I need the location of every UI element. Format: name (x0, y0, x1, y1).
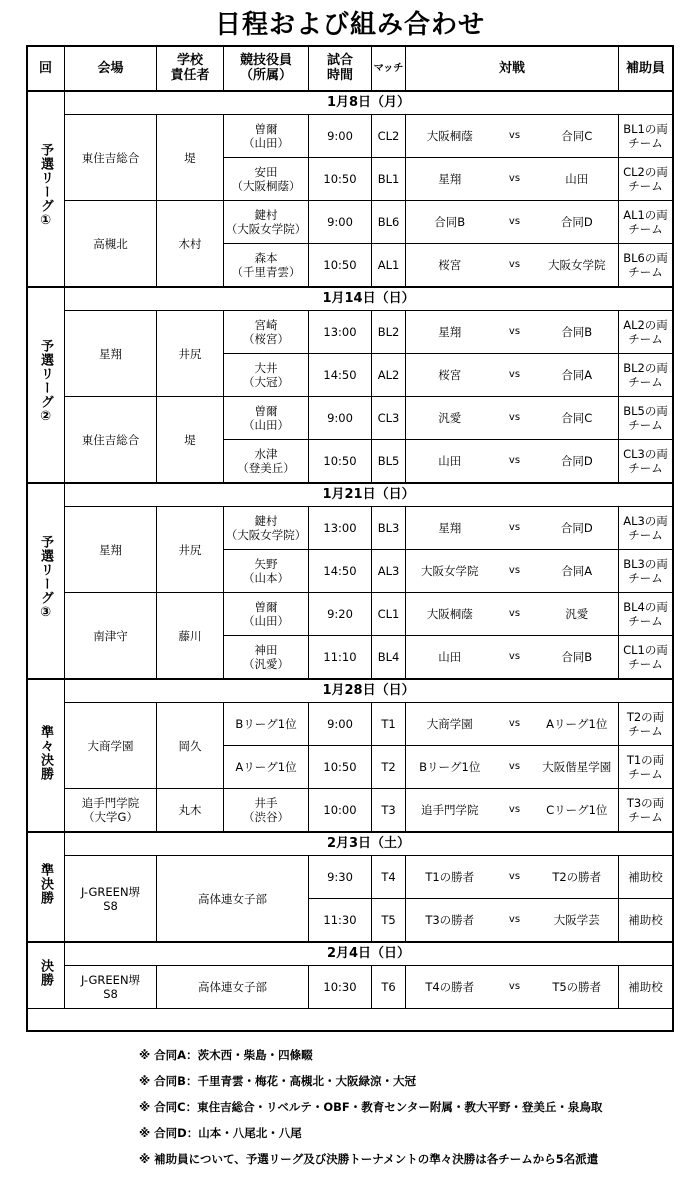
official-cell: 大井 （大冠） (224, 354, 309, 397)
match-id-cell: T5 (372, 899, 406, 943)
round-label-text: 決勝 (38, 958, 53, 987)
school-cell: 堤 (157, 397, 224, 484)
venue-cell: 東住吉総合 (65, 397, 157, 484)
helpers-cell: BL3の両 チーム (619, 550, 673, 593)
match-id-cell: BL1 (372, 158, 406, 201)
match-id-cell: CL3 (372, 397, 406, 440)
school-cell: 井尻 (157, 507, 224, 593)
helpers-cell: 補助校 (619, 899, 673, 943)
helpers-cell: CL3の両 チーム (619, 440, 673, 484)
match-id-cell: CL1 (372, 593, 406, 636)
home-team-cell: 桜宮 (406, 354, 494, 397)
time-cell: 10:50 (309, 158, 372, 201)
away-team-cell: Aリーグ1位 (536, 703, 619, 746)
match-row (27, 703, 673, 746)
schedule-table (26, 45, 673, 1009)
match-row (27, 397, 673, 440)
date-row (27, 483, 673, 507)
home-team-cell: 星翔 (406, 311, 494, 354)
official-cell: Bリーグ1位 (224, 703, 309, 746)
date-label: 1月21日（日） (65, 483, 673, 507)
helpers-cell: AL3の両 チーム (619, 507, 673, 550)
date-row (27, 832, 673, 856)
header-matchup: 対戦 (406, 46, 619, 92)
away-team-cell: 汎愛 (536, 593, 619, 636)
match-id-cell: T1 (372, 703, 406, 746)
vs-label: vs (494, 354, 536, 397)
round-label-text: 予選リーグ① (38, 143, 53, 229)
round-label (27, 483, 65, 679)
time-cell: 9:20 (309, 593, 372, 636)
match-id-cell: T2 (372, 746, 406, 789)
match-row (27, 311, 673, 354)
home-team-cell: 星翔 (406, 158, 494, 201)
away-team-cell: 合同D (536, 507, 619, 550)
vs-label: vs (494, 550, 536, 593)
away-team-cell: 合同B (536, 636, 619, 680)
vs-label: vs (494, 899, 536, 943)
home-team-cell: 山田 (406, 636, 494, 680)
venue-cell: 大商学園 (65, 703, 157, 789)
time-cell: 13:00 (309, 507, 372, 550)
helpers-cell: T3の両 チーム (619, 789, 673, 833)
vs-label: vs (494, 966, 536, 1009)
date-row (27, 942, 673, 966)
official-cell: 矢野 （山本） (224, 550, 309, 593)
round-label (27, 287, 65, 483)
match-id-cell: BL3 (372, 507, 406, 550)
header-helpers: 補助員 (619, 46, 673, 92)
round-label (27, 91, 65, 287)
time-cell: 11:30 (309, 899, 372, 943)
note-line: ※ 補助員について、予選リーグ及び決勝トーナメントの準々決勝は各チームから5名派遣 (139, 1152, 599, 1166)
home-team-cell: 星翔 (406, 507, 494, 550)
home-team-cell: 大阪桐蔭 (406, 593, 494, 636)
helpers-cell: 補助校 (619, 966, 673, 1009)
match-row (27, 593, 673, 636)
time-cell: 10:50 (309, 746, 372, 789)
home-team-cell: T3の勝者 (406, 899, 494, 943)
time-cell: 9:00 (309, 115, 372, 158)
helpers-cell: BL5の両 チーム (619, 397, 673, 440)
date-row (27, 91, 673, 115)
helpers-cell: CL2の両 チーム (619, 158, 673, 201)
helpers-cell: CL1の両 チーム (619, 636, 673, 680)
match-id-cell: BL4 (372, 636, 406, 680)
vs-label: vs (494, 115, 536, 158)
header-round: 回 (27, 46, 65, 92)
time-cell: 10:50 (309, 244, 372, 288)
date-label: 1月14日（日） (65, 287, 673, 311)
match-row (27, 115, 673, 158)
match-id-cell: CL2 (372, 115, 406, 158)
time-cell: 10:50 (309, 440, 372, 484)
away-team-cell: 合同A (536, 550, 619, 593)
official-cell: 森本 （千里青雲） (224, 244, 309, 288)
vs-label: vs (494, 856, 536, 899)
date-label: 1月28日（日） (65, 679, 673, 703)
time-cell: 14:50 (309, 354, 372, 397)
away-team-cell: 大阪学芸 (536, 899, 619, 943)
official-cell: 神田 （汎愛） (224, 636, 309, 680)
official-cell: 井手 （渋谷） (224, 789, 309, 833)
official-cell: 曽爾 （山田） (224, 593, 309, 636)
helpers-cell: T2の両 チーム (619, 703, 673, 746)
match-id-cell: T3 (372, 789, 406, 833)
vs-label: vs (494, 201, 536, 244)
away-team-cell: 合同D (536, 201, 619, 244)
venue-cell: J-GREEN堺 S8 (65, 856, 157, 943)
venue-cell: 高槻北 (65, 201, 157, 288)
time-cell: 10:30 (309, 966, 372, 1009)
official-cell: 鍵村 （大阪女学院） (224, 507, 309, 550)
official-cell: 鍵村 （大阪女学院） (224, 201, 309, 244)
match-row (27, 856, 673, 899)
home-team-cell: 汎愛 (406, 397, 494, 440)
away-team-cell: 合同C (536, 397, 619, 440)
round-label (27, 942, 65, 1009)
date-label: 2月4日（日） (65, 942, 673, 966)
vs-label: vs (494, 158, 536, 201)
school-cell: 井尻 (157, 311, 224, 397)
round-label-text: 準決勝 (38, 863, 53, 905)
helpers-cell: BL4の両 チーム (619, 593, 673, 636)
vs-label: vs (494, 636, 536, 680)
helpers-cell: AL1の両 チーム (619, 201, 673, 244)
helpers-cell: BL2の両 チーム (619, 354, 673, 397)
away-team-cell: 合同C (536, 115, 619, 158)
school-cell: 高体連女子部 (157, 856, 309, 943)
round-label-text: 予選リーグ③ (38, 535, 53, 621)
school-cell: 丸木 (157, 789, 224, 833)
venue-cell: 星翔 (65, 507, 157, 593)
helpers-cell: 補助校 (619, 856, 673, 899)
vs-label: vs (494, 244, 536, 288)
vs-label: vs (494, 397, 536, 440)
match-row (27, 966, 673, 1009)
home-team-cell: 大阪女学院 (406, 550, 494, 593)
venue-cell: 東住吉総合 (65, 115, 157, 201)
away-team-cell: 合同A (536, 354, 619, 397)
helpers-cell: BL1の両 チーム (619, 115, 673, 158)
away-team-cell: 大阪偕星学園 (536, 746, 619, 789)
home-team-cell: 山田 (406, 440, 494, 484)
vs-label: vs (494, 440, 536, 484)
match-id-cell: BL5 (372, 440, 406, 484)
match-id-cell: BL6 (372, 201, 406, 244)
header-time: 試合 時間 (309, 46, 372, 92)
away-team-cell: T5の勝者 (536, 966, 619, 1009)
match-id-cell: BL2 (372, 311, 406, 354)
vs-label: vs (494, 311, 536, 354)
helpers-cell: AL2の両 チーム (619, 311, 673, 354)
date-row (27, 287, 673, 311)
header-row (27, 46, 673, 92)
time-cell: 9:00 (309, 397, 372, 440)
official-cell: Aリーグ1位 (224, 746, 309, 789)
header-match: マッチ (372, 46, 406, 92)
round-label-text: 予選リーグ② (38, 339, 53, 425)
away-team-cell: 合同D (536, 440, 619, 484)
home-team-cell: 桜宮 (406, 244, 494, 288)
date-row (27, 679, 673, 703)
time-cell: 11:10 (309, 636, 372, 680)
official-cell: 曽爾 （山田） (224, 397, 309, 440)
school-cell: 岡久 (157, 703, 224, 789)
match-row (27, 201, 673, 244)
home-team-cell: T1の勝者 (406, 856, 494, 899)
time-cell: 13:00 (309, 311, 372, 354)
home-team-cell: T4の勝者 (406, 966, 494, 1009)
official-cell: 曽爾 （山田） (224, 115, 309, 158)
match-row (27, 789, 673, 833)
school-cell: 藤川 (157, 593, 224, 680)
time-cell: 9:30 (309, 856, 372, 899)
match-id-cell: AL3 (372, 550, 406, 593)
note-line: ※ 合同B：千里青雲・梅花・高槻北・大阪緑涼・大冠 (139, 1074, 416, 1088)
time-cell: 9:00 (309, 201, 372, 244)
round-label-text: 準々決勝 (38, 724, 53, 781)
away-team-cell: 合同B (536, 311, 619, 354)
note-line: ※ 合同A：茨木西・柴島・四條畷 (139, 1048, 313, 1062)
venue-cell: 星翔 (65, 311, 157, 397)
venue-cell: 南津守 (65, 593, 157, 680)
helpers-cell: BL6の両 チーム (619, 244, 673, 288)
away-team-cell: Cリーグ1位 (536, 789, 619, 833)
note-line: ※ 合同D：山本・八尾北・八尾 (139, 1126, 302, 1140)
header-school: 学校 責任者 (157, 46, 224, 92)
school-cell: 堤 (157, 115, 224, 201)
away-team-cell: T2の勝者 (536, 856, 619, 899)
official-cell: 水津 （登美丘） (224, 440, 309, 484)
notes-section (139, 1048, 699, 1178)
time-cell: 14:50 (309, 550, 372, 593)
home-team-cell: Bリーグ1位 (406, 746, 494, 789)
match-id-cell: T6 (372, 966, 406, 1009)
round-label (27, 679, 65, 832)
official-cell: 宮崎 （桜宮） (224, 311, 309, 354)
home-team-cell: 大商学園 (406, 703, 494, 746)
time-cell: 10:00 (309, 789, 372, 833)
away-team-cell: 山田 (536, 158, 619, 201)
header-official: 競技役員 （所属） (224, 46, 309, 92)
match-id-cell: AL2 (372, 354, 406, 397)
home-team-cell: 追手門学院 (406, 789, 494, 833)
school-cell: 木村 (157, 201, 224, 288)
header-venue: 会場 (65, 46, 157, 92)
away-team-cell: 大阪女学院 (536, 244, 619, 288)
match-id-cell: T4 (372, 856, 406, 899)
venue-cell: J-GREEN堺 S8 (65, 966, 157, 1009)
round-label (27, 832, 65, 942)
match-id-cell: AL1 (372, 244, 406, 288)
vs-label: vs (494, 507, 536, 550)
vs-label: vs (494, 746, 536, 789)
note-line: ※ 合同C：東住吉総合・リベルテ・OBF・教育センター附属・教大平野・登美丘・泉鳥取 (139, 1100, 603, 1114)
helpers-cell: T1の両 チーム (619, 746, 673, 789)
home-team-cell: 大阪桐蔭 (406, 115, 494, 158)
school-cell: 高体連女子部 (157, 966, 309, 1009)
date-label: 1月8日（月） (65, 91, 673, 115)
match-row (27, 507, 673, 550)
page-title: 日程および組み合わせ (214, 10, 485, 40)
vs-label: vs (494, 789, 536, 833)
venue-cell: 追手門学院 （大学G） (65, 789, 157, 833)
vs-label: vs (494, 703, 536, 746)
vs-label: vs (494, 593, 536, 636)
time-cell: 9:00 (309, 703, 372, 746)
official-cell: 安田 （大阪桐蔭） (224, 158, 309, 201)
home-team-cell: 合同B (406, 201, 494, 244)
date-label: 2月3日（土） (65, 832, 673, 856)
